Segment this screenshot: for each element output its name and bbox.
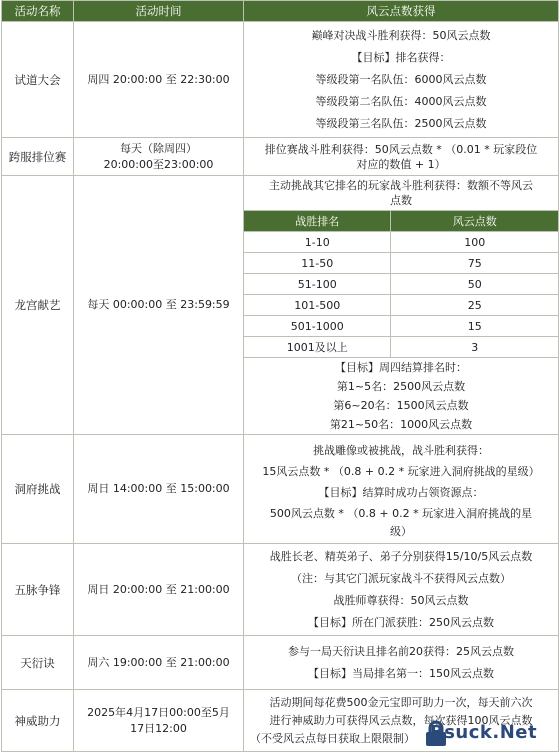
- points-line: 【目标】所在门派获胜：250风云点数: [308, 615, 494, 629]
- activity-name: 五脉争锋: [2, 544, 74, 636]
- row-longgong: [2, 176, 559, 435]
- time-line: 20:00:00至23:00:00: [103, 157, 214, 171]
- rank-cell: 501-1000: [244, 316, 391, 337]
- points-line: 500风云点数 * （0.8 + 0.2 * 玩家进入洞府挑战的星: [269, 506, 533, 520]
- activity-name: 神威助力: [2, 690, 74, 752]
- points-line: 【目标】结算时成功占领资源点：: [318, 485, 484, 499]
- points-line: 挑战雕像或被挑战，战斗胜利获得：: [313, 443, 489, 457]
- rank-table-header: [244, 211, 558, 232]
- rank-points-cell: 75: [391, 253, 558, 274]
- rank-table-row: [244, 253, 558, 274]
- row-wumai: [2, 544, 559, 636]
- activity-time: [74, 544, 244, 636]
- rank-cell: 101-500: [244, 295, 391, 316]
- points-cell: [244, 544, 559, 636]
- rank-table-row: [244, 232, 558, 253]
- time-line: 每天（除周四）: [120, 141, 197, 155]
- rank-table-row: [244, 295, 558, 316]
- points-line: （不受风云点每日获取上限限制）: [250, 731, 415, 745]
- rank-points-cell: 50: [391, 274, 558, 295]
- activity-name: 天衍诀: [2, 636, 74, 690]
- activity-time: [74, 176, 244, 435]
- points-line: 级）: [390, 524, 412, 538]
- points-line: 第6~20名：1500风云点数: [333, 399, 469, 412]
- header-row: [2, 1, 559, 22]
- row-kuafu: [2, 138, 559, 176]
- rank-header: 战胜排名: [244, 211, 391, 232]
- rank-table-row: [244, 316, 558, 337]
- time-line: 2025年4月17日00:00至5月: [87, 705, 230, 719]
- header-points: 风云点数获得: [244, 1, 559, 22]
- points-line: 【目标】周四结算排名时：: [335, 361, 467, 374]
- points-line: 战胜长老、精英弟子、弟子分别获得15/10/5风云点数: [269, 549, 533, 563]
- points-line: （注：与其它门派玩家战斗不获得风云点数）: [291, 571, 511, 585]
- activity-time: [74, 138, 244, 176]
- points-line: 15风云点数 * （0.8 + 0.2 * 玩家进入洞府挑战的星级）: [262, 464, 540, 478]
- points-line: 主动挑战其它排名的玩家战斗胜利获得：数额不等风云: [269, 179, 533, 192]
- points-cell: [244, 636, 559, 690]
- rank-cell: 51-100: [244, 274, 391, 295]
- time-line: 周日 14:00:00 至 15:00:00: [87, 482, 230, 495]
- rank-points-cell: 100: [391, 232, 558, 253]
- points-line: 【目标】排名获得：: [351, 50, 451, 64]
- points-cell: [244, 22, 559, 138]
- time-line: 每天 00:00:00 至 23:59:59: [87, 298, 230, 311]
- points-line: 第1~5名：2500风云点数: [336, 380, 466, 393]
- points-line: 【目标】当局排名第一：150风云点数: [308, 666, 494, 680]
- points-cell: [244, 138, 559, 176]
- rank-table-row: [244, 337, 558, 358]
- points-line: 等级段第一名队伍：6000风云点数: [315, 72, 487, 86]
- activity-time: [74, 435, 244, 544]
- points-table: [1, 0, 559, 752]
- points-table-wrapper: [1, 0, 559, 752]
- points-line: 战胜师尊获得：50风云点数: [333, 593, 469, 607]
- points-line: 参与一局天衍诀且排名前20获得：25风云点数: [288, 644, 514, 658]
- time-line: 17日12:00: [130, 721, 187, 735]
- points-line: 等级段第三名队伍：2500风云点数: [315, 116, 487, 130]
- points-header: 风云点数: [391, 211, 558, 232]
- points-line: 第21~50名：1000风云点数: [329, 418, 473, 431]
- points-intro: [244, 176, 558, 210]
- time-line: 周日 20:00:00 至 21:00:00: [87, 582, 230, 596]
- activity-time: [74, 636, 244, 690]
- rank-cell: 1001及以上: [244, 337, 391, 358]
- points-line: 进行神威助力可获得风云点数，每次获得100风云点数: [269, 713, 533, 727]
- activity-name: 试道大会: [2, 22, 74, 138]
- points-line: 点数: [390, 194, 412, 207]
- points-line: 等级段第二名队伍：4000风云点数: [315, 94, 487, 108]
- rank-points-cell: 25: [391, 295, 558, 316]
- points-line: 对应的数值 + 1）: [356, 157, 446, 171]
- rank-cell: 1-10: [244, 232, 391, 253]
- time-line: 周六 19:00:00 至 21:00:00: [87, 655, 230, 669]
- rank-table-row: [244, 274, 558, 295]
- rank-points-cell: 3: [391, 337, 558, 358]
- activity-name: 龙宫献艺: [2, 176, 74, 435]
- rank-cell: 11-50: [244, 253, 391, 274]
- activity-name: 跨服排位赛: [2, 138, 74, 176]
- header-activity-name: 活动名称: [2, 1, 74, 22]
- row-dongfu: [2, 435, 559, 544]
- activity-name: 洞府挑战: [2, 435, 74, 544]
- header-activity-time: 活动时间: [74, 1, 244, 22]
- time-line: 周四 20:00:00 至 22:30:00: [87, 72, 230, 86]
- activity-time: [74, 690, 244, 752]
- row-tianyan: [2, 636, 559, 690]
- points-cell: [244, 176, 559, 435]
- activity-time: [74, 22, 244, 138]
- points-line: 巅峰对决战斗胜利获得：50风云点数: [311, 28, 491, 42]
- row-shidao: [2, 22, 559, 138]
- watermark-text: Bsuck.Net: [430, 722, 538, 743]
- rank-points-table: [244, 210, 558, 358]
- points-line: 排位赛战斗胜利获得：50风云点数 * （0.01 * 玩家段位: [264, 142, 538, 156]
- points-cell: [244, 435, 559, 544]
- points-line: 活动期间每花费500金元宝即可助力一次，每天前六次: [269, 695, 533, 709]
- rank-points-cell: 15: [391, 316, 558, 337]
